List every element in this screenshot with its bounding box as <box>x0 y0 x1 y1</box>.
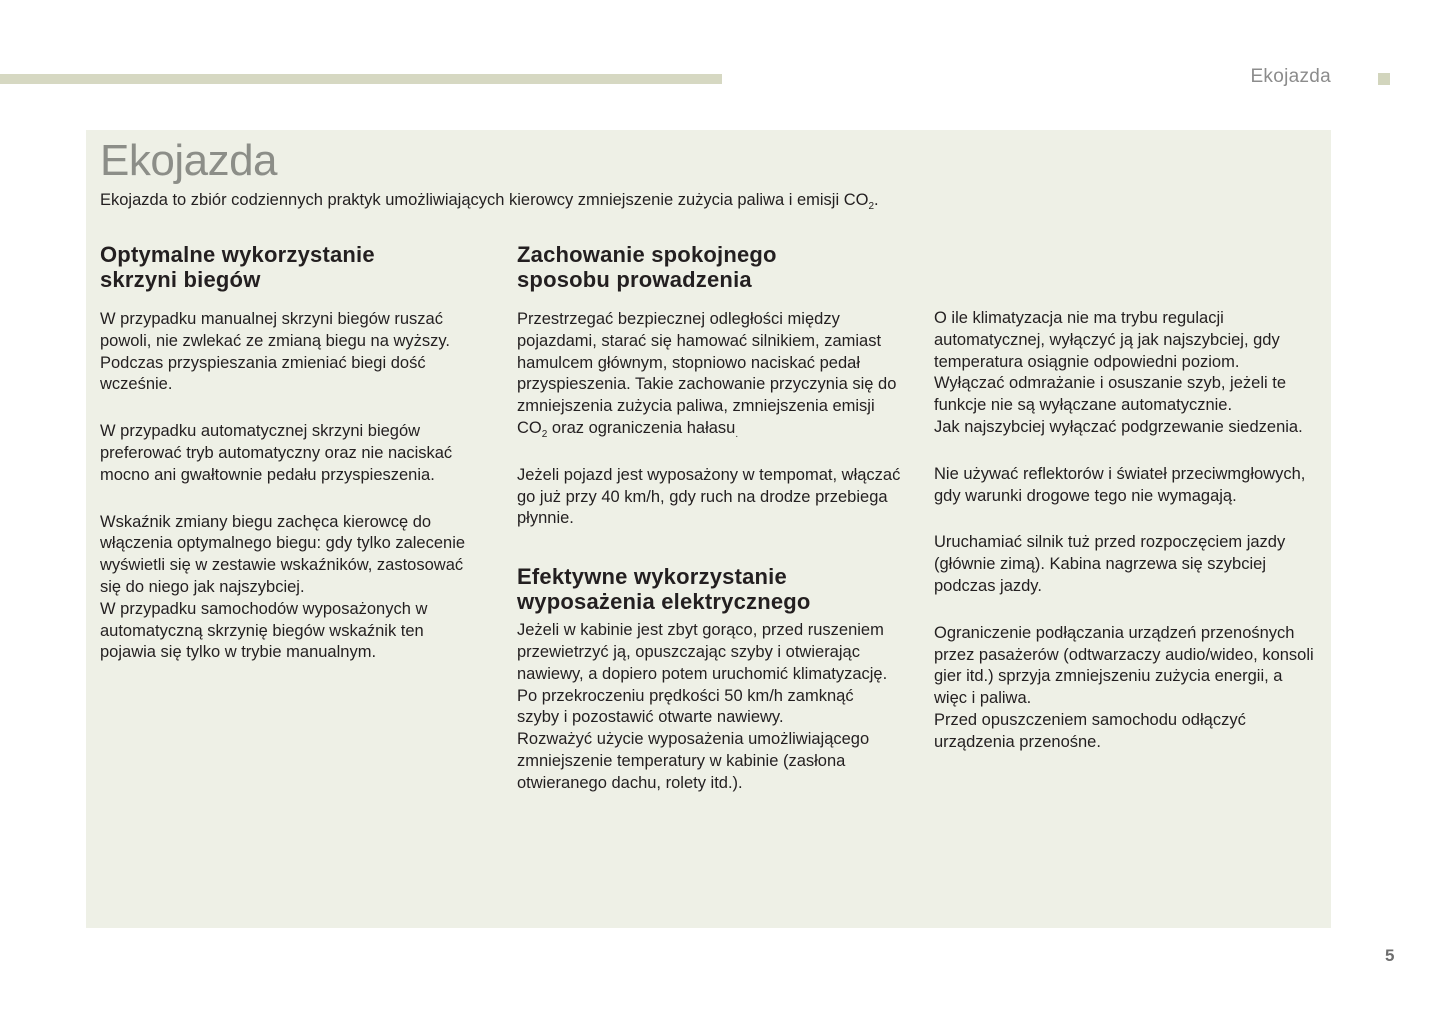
intro-main: Ekojazda to zbiór codziennych praktyk umożliwiających kierowcy zmniejszenie zużycia paliwa i emisji CO <box>100 191 869 209</box>
safe-distance-text-end: oraz ograniczenia hałasu <box>547 418 736 437</box>
paragraph-fog-lights: Nie używać reflektorów i świateł przeciwmgłowych, gdy warunki drogowe tego nie wymagają. <box>934 464 1306 505</box>
paragraph-air-conditioning: O ile klimatyzacja nie ma trybu regulacji automatycznej, wyłączyć ją jak najszybciej, gdy temperatura osiągnie odpowiedni poziom. <box>934 309 1280 371</box>
heading-calm-driving: Zachowanie spokojnego sposobu prowadzenia <box>517 242 777 292</box>
paragraph-manual-gearbox: W przypadku manualnej skrzyni biegów ruszać powoli, nie zwlekać ze zmianą biegu na wyższy. Podczas przyspieszania zmieniać biegi dość wcześnie. <box>100 310 451 394</box>
paragraph-safe-distance <box>517 309 902 440</box>
column-tips <box>934 308 1329 754</box>
column-driving-style <box>517 242 917 795</box>
paragraph-cabin-temperature: Rozważyć użycie wyposażenia umożliwiającego zmniejszenie temperatury w kabinie (zasłona otwieranego dachu, rolety itd.). <box>517 730 870 792</box>
paragraph-seat-heating: Jak najszybciej wyłączać podgrzewanie siedzenia. <box>934 417 1303 436</box>
paragraph-portable-devices: Ograniczenie podłączania urządzeń przenośnych przez pasażerów (odtwarzaczy audio/wideo, konsoli gier itd.) sprzyja zmniejszeniu zużycia energii, a więc i paliwa. <box>934 623 1314 708</box>
paragraph-gear-indicator: Wskaźnik zmiany biegu zachęca kierowcę do włączenia optymalnego biegu: gdy tylko zalecenie wyświetli się w zestawie wskaźników, zastosować się do niego jak najszybciej. <box>100 512 466 596</box>
paragraph-cruise-control: Jeżeli pojazd jest wyposażony w tempomat, włączać go już przy 40 km/h, gdy ruch na drodze przebiega płynnie. <box>517 465 901 528</box>
safe-distance-period: . <box>735 428 739 440</box>
paragraph-defrosting: Wyłączać odmrażanie i osuszanie szyb, jeżeli te funkcje nie są wyłączane automatycznie. <box>934 374 1287 415</box>
header-decorative-bar <box>0 74 722 84</box>
paragraph-speed-windows: Po przekroczeniu prędkości 50 km/h zamknąć szyby i pozostawić otwarte nawiewy. <box>517 686 854 727</box>
paragraph-gear-indicator-automatic: W przypadku samochodów wyposażonych w automatyczną skrzynię biegów wskaźnik ten pojawia się tylko w trybie manualnym. <box>100 599 428 662</box>
heading-electrical-equipment: Efektywne wykorzystanie wyposażenia elektrycznego <box>517 564 811 615</box>
intro-subscript: 2 <box>868 201 875 212</box>
heading-gearbox: Optymalne wykorzystanie skrzyni biegów <box>100 242 375 292</box>
section-marker-square <box>1378 73 1390 85</box>
intro-end: . <box>874 191 879 209</box>
page-title: Ekojazda <box>100 136 278 185</box>
page-number: 5 <box>1385 946 1395 965</box>
paragraph-disconnect-devices: Przed opuszczeniem samochodu odłączyć urządzenia przenośne. <box>934 710 1246 751</box>
intro-text <box>100 189 879 211</box>
column-gearbox <box>100 242 500 664</box>
paragraph-ventilation: Jeżeli w kabinie jest zbyt gorąco, przed ruszeniem przewietrzyć ją, opuszczając szyby i otwierając nawiewy, a dopiero potem uruchomić klimatyzację. <box>517 621 888 683</box>
paragraph-engine-start: Uruchamiać silnik tuż przed rozpoczęciem jazdy (głównie zimą). Kabina nagrzewa się szybciej podczas jazdy. <box>934 533 1286 595</box>
safe-distance-text: Przestrzegać bezpiecznej odległości między pojazdami, starać się hamować silnikiem, zamiast hamulcem głównym, stopniowo naciskać pedał przyspieszenia. Takie zachowanie przyczynia się do zmniejszenia zużycia paliwa, zmniejszenia emisji CO <box>517 310 897 437</box>
paragraph-automatic-gearbox: W przypadku automatycznej skrzyni biegów preferować tryb automatyczny oraz nie naciskać mocno ani gwałtownie pedału przyspieszenia. <box>100 422 453 484</box>
section-label: Ekojazda <box>1250 66 1331 87</box>
co2-subscript: 2 <box>541 428 548 440</box>
